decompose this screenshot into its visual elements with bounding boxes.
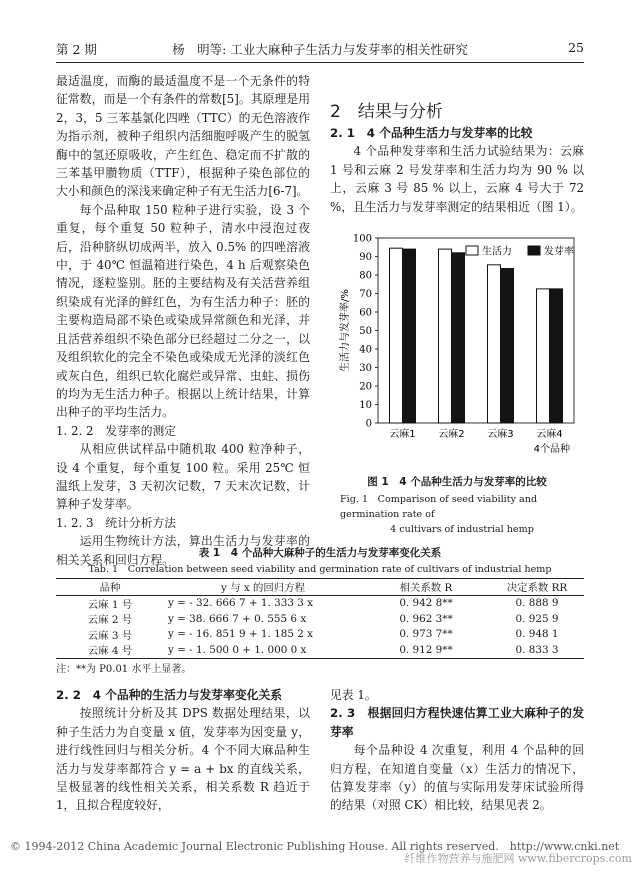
cell-variety: 云麻 3 号 (87, 629, 133, 642)
subsection-heading: 2. 1 4 个品种生活力与发芽率的比较 (330, 126, 533, 140)
bar-生活力 (488, 265, 501, 423)
bar-发芽率 (452, 253, 465, 423)
right-column (330, 97, 584, 122)
table-note: 注：**为 P0.01 水平上显著。 (56, 663, 192, 675)
paragraph: 从相应供试样品中随机取 400 粒净种子，设 4 个重复，每个重复 100 粒。采用 25℃ 恒温纸上发芽，3 天初次记数，7 天末次记数，计算种子发芽率。 (56, 442, 310, 512)
caption-en-line: 4 cultivars of industrial hemp (390, 524, 534, 535)
cell-equation: y = - 32. 666 7 + 1. 333 3 x (168, 597, 314, 610)
paragraph-tail: 见表 1。 (330, 688, 377, 702)
subsection-heading: 2. 3 根据回归方程快速估算工业大麻种子的发芽率 (330, 706, 584, 739)
y-axis-label: 生活力与发芽率/% (340, 289, 351, 372)
legend-label: 生活力 (482, 246, 512, 258)
bar-生活力 (439, 249, 452, 423)
paragraph: 每个品种设 4 次重复，利用 4 个品种的回归方程，在知道自变量（x）生活力的情况下，估算发芽率（y）的值与实际用发芽床试验所得的结果（对照 CK）相比较，结果见表 2。 (330, 743, 584, 813)
running-header (56, 40, 584, 63)
cell-equation: y = - 1. 500 0 + 1. 000 0 x (168, 643, 307, 656)
x-tick-label: 云麻4 (536, 429, 563, 440)
cell-equation: y = 38. 666 7 + 0. 555 6 x (168, 612, 307, 625)
y-tick-label: 0 (365, 418, 372, 430)
column-header: 相关系数 R (399, 582, 453, 595)
table-1 (56, 578, 584, 675)
y-tick-label: 10 (359, 400, 372, 411)
right-column-text (330, 124, 584, 216)
legend-swatch (528, 246, 540, 255)
table-row (56, 611, 584, 627)
cell-rr: 0. 948 1 (515, 628, 559, 641)
cell-variety: 云麻 4 号 (87, 645, 133, 658)
bottom-left-column (56, 686, 310, 815)
cell-variety: 云麻 2 号 (87, 614, 133, 627)
table-row (56, 627, 584, 643)
y-tick-label: 90 (359, 252, 372, 263)
issue-number: 第 2 期 (56, 42, 97, 57)
table-caption-cn: 表 1 4 个品种大麻种子的生活力与发芽率变化关系 (198, 547, 442, 559)
table-row (56, 595, 584, 611)
x-tick-label: 云麻1 (389, 429, 416, 440)
legend-swatch (466, 246, 478, 255)
cell-r: 0. 962 3** (399, 612, 453, 625)
y-tick-label: 40 (359, 344, 372, 356)
section-heading: 2 结果与分析 (330, 102, 443, 122)
paragraph: 最适温度，而酶的最适温度不是一个无条件的特征常数，而是一个有条件的常数[5]。其原理是用 2，3，5 三苯基氯化四唑（TTC）的无色溶液作为指示剂，被种子组织内活细胞呼吸产生的脱氢酶中的氢还原吸收，产生红色、稳定而不扩散的三苯基甲臜物质（TTF），根据种子染色部位的大小和颜色的深浅来确定种子有无生活力[6-7]。 (56, 74, 310, 199)
table-caption-en: Tab. 1 Correlation between seed viability and germination rate of cultivars of industrial hemp (88, 564, 552, 575)
paragraph: 运用生物统计方法，算出生活力与发芽率的相关关系和回归方程。 (56, 534, 310, 567)
cell-rr: 0. 888 9 (515, 597, 559, 610)
copyright-notice: © 1994-2012 China Academic Journal Electronic Publishing House. All rights reserved. http://www.cnki.net (10, 840, 620, 853)
x-axis-label: 4个品种 (533, 444, 570, 455)
watermark: 纤维作物营养与施肥网 www.fibercrops.com (404, 852, 632, 865)
bar-生活力 (390, 248, 403, 423)
subsection-heading: 2. 2 4 个品种的生活力与发芽率变化关系 (56, 688, 283, 702)
x-tick-label: 云麻2 (438, 429, 465, 440)
y-tick-label: 60 (359, 307, 372, 319)
caption-en-line: Fig. 1 Comparison of seed viability and germination rate of (340, 494, 538, 520)
y-tick-label: 80 (359, 270, 372, 282)
cell-r: 0. 973 7** (399, 628, 453, 641)
bottom-right-column (330, 686, 584, 815)
left-column (56, 72, 310, 569)
y-tick-label: 50 (359, 326, 372, 337)
table-caption (56, 545, 584, 577)
y-tick-label: 30 (359, 363, 372, 374)
paragraph: 4 个品种发芽率和生活力试验结果为：云麻 1 号和云麻 2 号发芽率和生活力均为 90 % 以上，云麻 3 号 85 % 以上，云麻 4 号大于 72 %，且生活力与发芽率测定的结果相近（图 1）。 (330, 144, 584, 214)
bar-生活力 (537, 289, 550, 423)
cell-variety: 云麻 1 号 (87, 598, 133, 611)
running-title: 杨 明等: 工业大麻种子生活力与发芽率的相关性研究 (172, 42, 468, 57)
figure-caption (330, 474, 584, 489)
x-tick-label: 云麻3 (487, 429, 514, 440)
column-header: 品种 (99, 582, 121, 595)
cell-rr: 0. 833 3 (515, 643, 559, 656)
page-number: 25 (568, 40, 584, 55)
figure-1 (330, 224, 584, 474)
column-header: 决定系数 RR (506, 582, 568, 595)
figure-caption-en (340, 492, 584, 537)
bar-发芽率 (550, 289, 563, 423)
subsection-heading: 1. 2. 3 统计分析方法 (56, 515, 177, 530)
y-tick-label: 20 (359, 381, 372, 393)
table-header-row (56, 579, 584, 596)
cell-r: 0. 942 8** (399, 597, 453, 610)
legend-label: 发芽率 (544, 246, 574, 258)
paragraph: 按照统计分析及其 DPS 数据处理结果，以种子生活力为自变量 x 值，发芽率为因变量 y，进行线性回归与相关分析。4 个不同大麻品种生活力与发芽率都符合 y = a + bx 的直线关系，呈极显著的线性相关关系，相关系数 R 趋近于 1，且拟合程度较好， (56, 706, 310, 813)
data-table (56, 578, 584, 659)
bar-chart (330, 224, 584, 474)
cell-equation: y = - 16. 851 9 + 1. 185 2 x (168, 628, 314, 641)
y-tick-label: 70 (359, 289, 372, 300)
subsection-heading: 1. 2. 2 发芽率的测定 (56, 423, 177, 438)
cell-rr: 0. 925 9 (515, 612, 559, 625)
paragraph: 每个品种取 150 粒种子进行实验，设 3 个重复，每个重复 50 粒种子，清水中浸泡过夜后，沿种脐纵切成两半，放入 0.5% 的四唑溶液中，于 40℃ 恒温箱进行染色，4 h 后观察染色情况，逐粒鉴别。胚的主要结构及有关活营养组织染成有光泽的鲜红色，为有生活力种子：胚的主要构造局部不染色或染成异常颜色和光泽，并且活营养组织不染色部分已经超过二分之一，以及组织软化的完全不染色或染成无光泽的淡红色或灰白色，组织已软化腐烂或异常、虫蛀、损伤的均为无生活力种子。根据以上统计结果，计算出种子的平均生活力。 (56, 202, 310, 420)
table-row (56, 642, 584, 658)
cell-r: 0. 912 9** (399, 643, 453, 656)
bar-发芽率 (501, 269, 514, 423)
column-header: y 与 x 的回归方程 (221, 582, 305, 595)
figure-caption-cn: 图 1 4 个品种生活力与发芽率的比较 (367, 476, 547, 488)
y-tick-label: 100 (352, 233, 372, 245)
bar-发芽率 (403, 249, 416, 423)
